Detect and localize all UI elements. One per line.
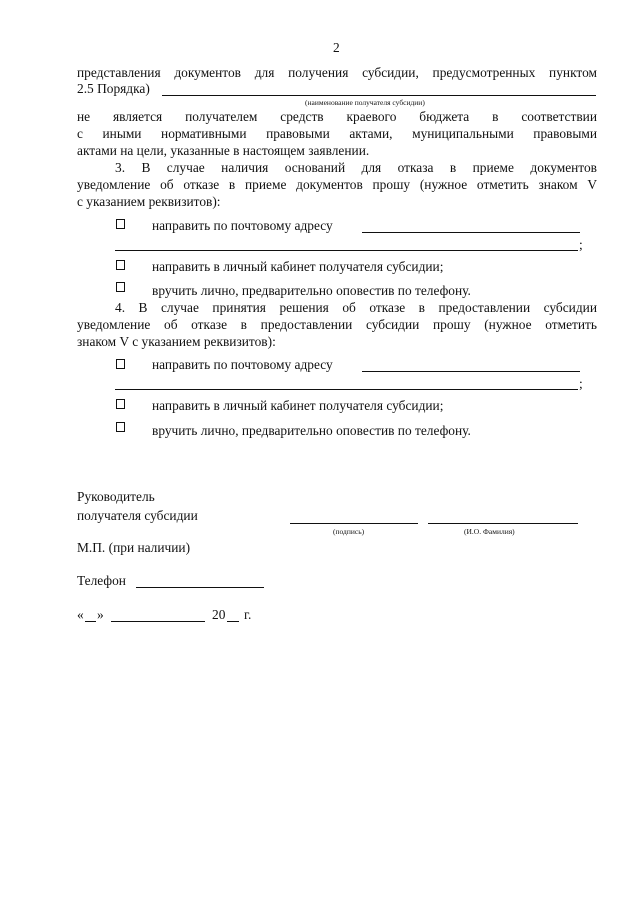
s3-option-mail-label: направить по почтовому адресу [152,218,333,233]
head-title-line-2: получателя субсидии [77,508,198,523]
s4-option-mail-label: направить по почтовому адресу [152,357,333,372]
recipient-name-line[interactable] [162,95,596,96]
s4-option-cabinet-label: направить в личный кабинет получателя субсидии; [152,398,444,413]
head-title-line-1: Руководитель [77,489,155,504]
signature-line[interactable] [290,523,418,524]
date-year-line[interactable] [227,621,239,622]
s4-address-end: ; [579,376,583,391]
intro-line-4: с иными нормативными правовыми актами, муниципальными правовыми [77,126,597,141]
s4-option-personal-label: вручить лично, предварительно оповестив по телефону. [152,423,471,438]
date-year-suffix: г. [244,607,252,622]
phone-line[interactable] [136,587,264,588]
date-year-prefix: 20 [212,607,226,622]
s4-option-personal-checkbox[interactable] [116,422,125,432]
date-day-line[interactable] [85,621,96,622]
section4-line-3: знаком V с указанием реквизитов): [77,334,276,349]
s3-option-mail-checkbox[interactable] [116,219,125,229]
section3-line-1: 3. В случае наличия оснований для отказа в приеме документов [115,160,597,175]
section3-line-2: уведомление об отказе в приеме документов прошу (нужное отметить знаком V [77,177,597,192]
stamp-label: М.П. (при наличии) [77,540,191,555]
intro-line-2-prefix: 2.5 Порядка) [77,81,150,96]
s3-option-cabinet-checkbox[interactable] [116,260,125,270]
s4-option-mail-checkbox[interactable] [116,359,125,369]
section4-line-1: 4. В случае принятия решения об отказе в предоставлении субсидии [115,300,597,315]
intro-line-5: актами на цели, указанные в настоящем заявлении. [77,143,370,158]
phone-label: Телефон [77,573,126,588]
s3-option-personal-label: вручить лично, предварительно оповестив по телефону. [152,283,471,298]
date-quote-close: » [97,607,104,622]
s4-address-line-2[interactable] [115,389,578,390]
full-name-caption: (И.О. Фамилия) [464,527,515,536]
s3-address-line-1[interactable] [362,232,580,233]
signature-caption: (подпись) [333,527,365,536]
s3-address-line-2[interactable] [115,250,578,251]
s3-option-cabinet-label: направить в личный кабинет получателя субсидии; [152,259,444,274]
page-number: 2 [333,40,340,55]
section4-line-2: уведомление об отказе в предоставлении субсидии прошу (нужное отметить [77,317,597,332]
intro-line-1: представления документов для получения субсидии, предусмотренных пунктом [77,65,597,80]
s3-address-end: ; [579,237,583,252]
s3-option-personal-checkbox[interactable] [116,282,125,292]
s4-option-cabinet-checkbox[interactable] [116,399,125,409]
section3-line-3: с указанием реквизитов): [77,194,221,209]
date-quote-open: « [77,607,84,622]
date-month-line[interactable] [111,621,205,622]
full-name-line[interactable] [428,523,578,524]
intro-line-3: не является получателем средств краевого бюджета в соответствии [77,109,597,124]
recipient-caption: (наименование получателя субсидии) [305,98,425,107]
s4-address-line-1[interactable] [362,371,580,372]
